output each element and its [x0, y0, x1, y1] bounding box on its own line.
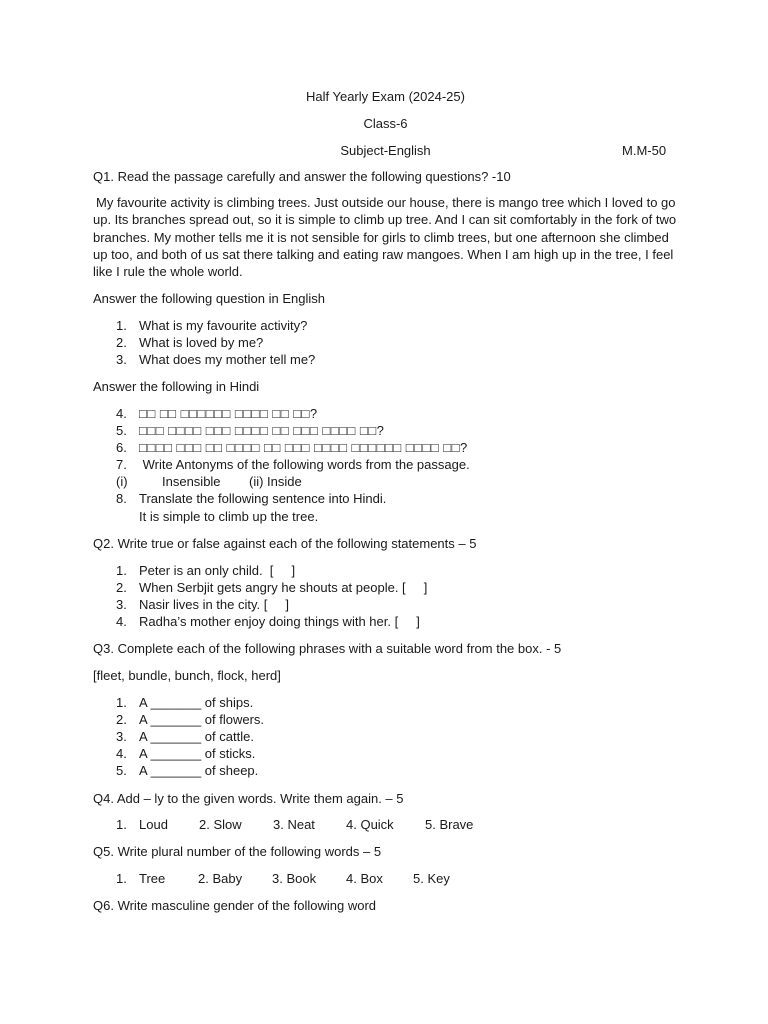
q1-hindi-intro: Answer the following in Hindi — [93, 379, 260, 394]
item-number: 4. — [116, 614, 127, 629]
q6-heading: Q6. Write masculine gender of the following word — [93, 898, 377, 913]
item-number: 4. — [116, 406, 127, 421]
word-item: Tree — [139, 871, 166, 886]
item-number: 3. — [116, 597, 127, 612]
word-box: [fleet, bundle, bunch, flock, herd] — [93, 668, 281, 683]
item-number: 2. — [116, 580, 127, 595]
item-text: Translate the following sentence into Hindi. — [139, 491, 387, 506]
item-number: 7. — [116, 457, 127, 472]
item-number: 4. — [116, 746, 127, 761]
item-text: Peter is an only child. [ ] — [139, 563, 296, 578]
item-text: □□ □□ □□□□□□ □□□□ □□ □□? — [139, 406, 318, 421]
item-number: 1. — [116, 817, 127, 832]
q1-passage: My favourite activity is climbing trees. Just outside our house, there is mango tree which I loved to go up. Its branches spread out, so it is simple to climb up tree. And I can sit comfortably in the fork of two branches. My mother tells me it is not sensible for girls to climb trees, but one afternoon she climbed up too, and both of us sat there talking and eating raw mangoes. When I am high up in the tree, I feel like I rule the whole world. — [93, 195, 677, 280]
subject-label: Subject-English — [340, 143, 431, 158]
word-item: 4. Quick — [346, 817, 394, 832]
word-item: 5. Key — [413, 871, 450, 886]
antonym-word-inside: (ii) Inside — [249, 474, 302, 489]
q5-heading: Q5. Write plural number of the following words – 5 — [93, 844, 382, 859]
item-text: Radha’s mother enjoy doing things with her. [ ] — [139, 614, 420, 629]
word-item: 3. Neat — [273, 817, 315, 832]
item-number: 5. — [116, 423, 127, 438]
word-item: 2. Slow — [199, 817, 242, 832]
item-number: 3. — [116, 352, 127, 367]
translate-sentence: It is simple to climb up the tree. — [139, 509, 319, 524]
item-text: A _______ of sheep. — [139, 763, 259, 778]
q4-heading: Q4. Add – ly to the given words. Write them again. – 5 — [93, 791, 404, 806]
item-number: 3. — [116, 729, 127, 744]
item-text: A _______ of cattle. — [139, 729, 254, 744]
item-number: 2. — [116, 335, 127, 350]
antonym-label-i: (i) — [116, 474, 128, 489]
item-text: What is loved by me? — [139, 335, 264, 350]
item-text: □□□ □□□□ □□□ □□□□ □□ □□□ □□□□ □□? — [139, 423, 385, 438]
max-marks: M.M-50 — [622, 143, 667, 158]
antonym-word-insensible: Insensible — [162, 474, 221, 489]
word-item: 3. Book — [272, 871, 317, 886]
class-label: Class-6 — [363, 116, 408, 131]
item-text: When Serbjit gets angry he shouts at people. [ ] — [139, 580, 428, 595]
item-number: 1. — [116, 871, 127, 886]
item-text: What does my mother tell me? — [139, 352, 316, 367]
item-text: Nasir lives in the city. [ ] — [139, 597, 290, 612]
word-item: 4. Box — [346, 871, 383, 886]
item-number: 5. — [116, 763, 127, 778]
item-text: A _______ of flowers. — [139, 712, 265, 727]
word-item: Loud — [139, 817, 168, 832]
q1-english-intro: Answer the following question in English — [93, 291, 325, 306]
item-number: 8. — [116, 491, 127, 506]
item-number: 6. — [116, 440, 127, 455]
item-number: 2. — [116, 712, 127, 727]
word-item: 5. Brave — [425, 817, 474, 832]
item-text: □□□□ □□□ □□ □□□□ □□ □□□ □□□□ □□□□□□ □□□□ □□? — [139, 440, 468, 455]
item-text: What is my favourite activity? — [139, 318, 308, 333]
item-number: 1. — [116, 695, 127, 710]
item-number: 1. — [116, 563, 127, 578]
q2-heading: Q2. Write true or false against each of the following statements – 5 — [93, 536, 477, 551]
item-text: Write Antonyms of the following words from the passage. — [139, 457, 470, 472]
word-item: 2. Baby — [198, 871, 243, 886]
item-text: A _______ of sticks. — [139, 746, 256, 761]
q3-heading: Q3. Complete each of the following phrases with a suitable word from the box. - 5 — [93, 641, 562, 656]
item-text: A _______ of ships. — [139, 695, 254, 710]
q1-heading: Q1. Read the passage carefully and answer the following questions? -10 — [93, 169, 511, 184]
item-number: 1. — [116, 318, 127, 333]
exam-title: Half Yearly Exam (2024-25) — [306, 89, 465, 104]
